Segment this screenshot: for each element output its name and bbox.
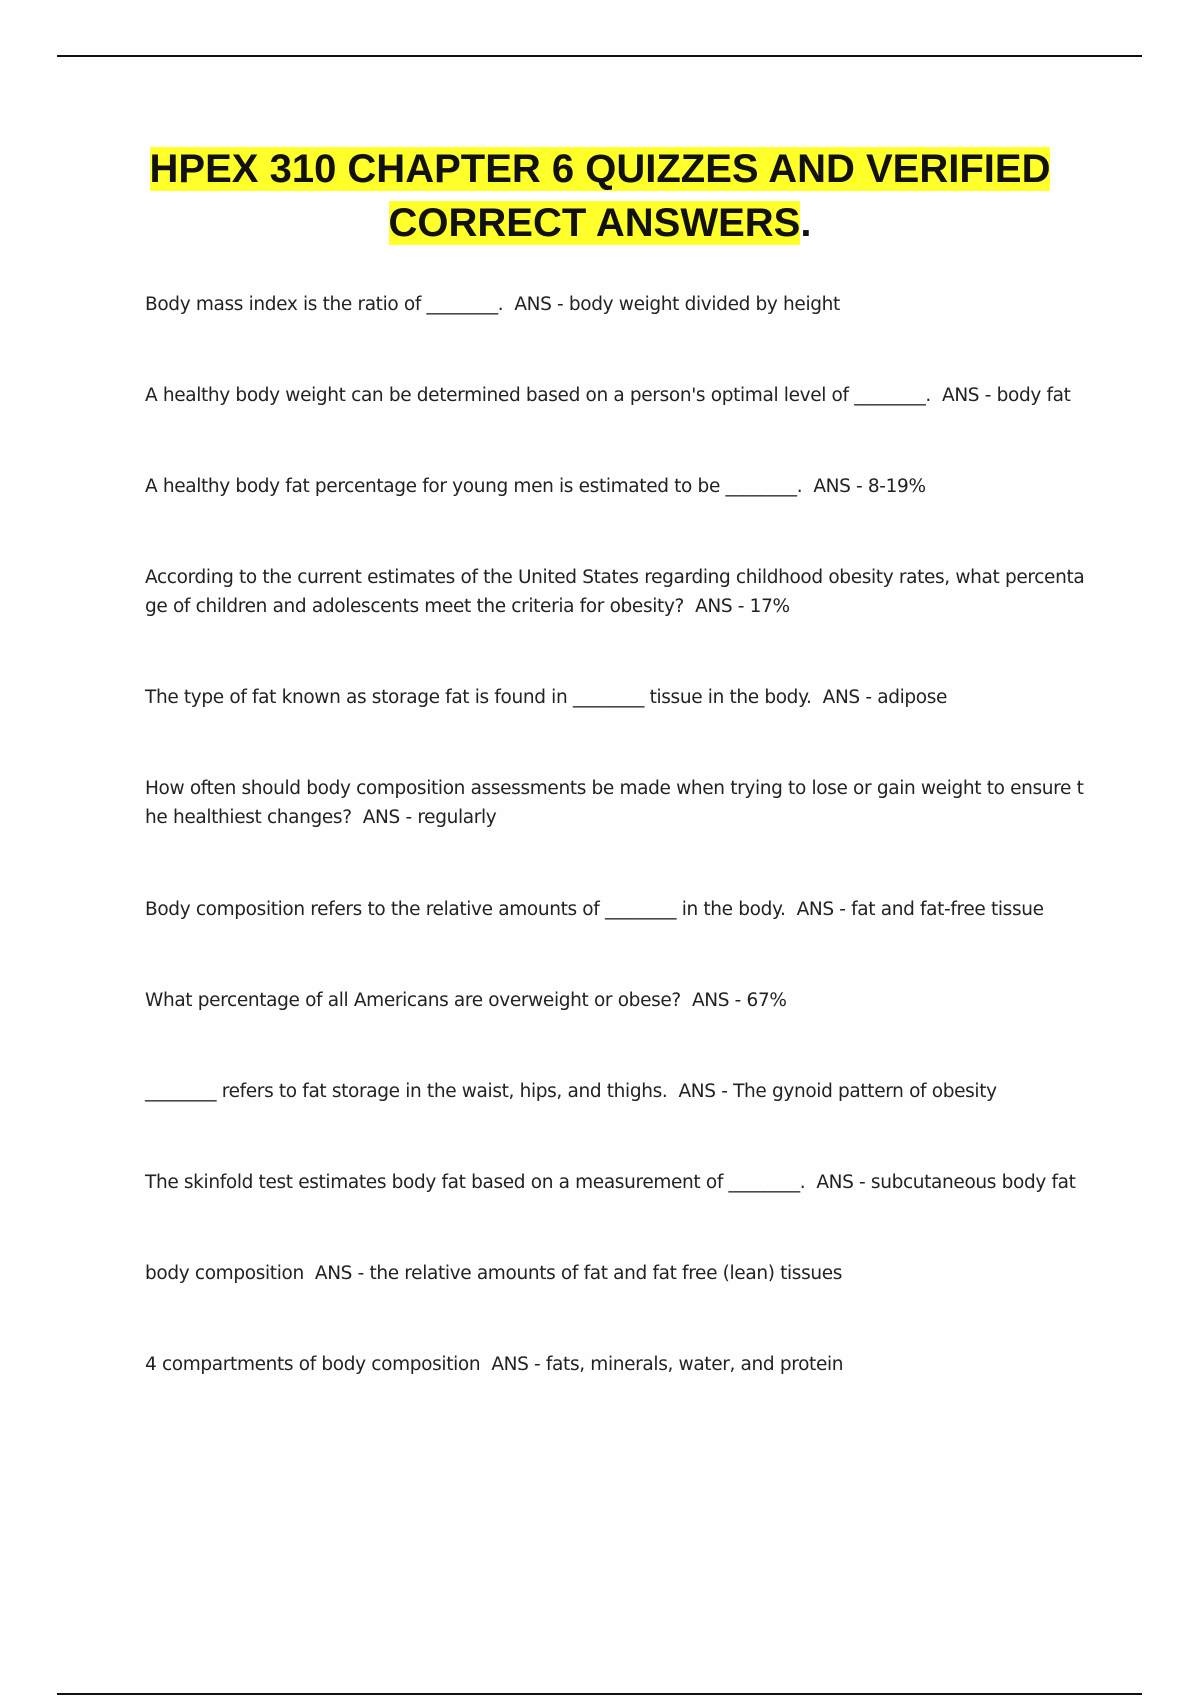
qa-item xyxy=(145,1077,1090,1106)
question-text: body composition xyxy=(145,1263,304,1284)
question-text: 4 compartments of body composition xyxy=(145,1354,481,1375)
qa-item xyxy=(145,1168,1090,1197)
qa-item xyxy=(145,563,1090,621)
question-text: A healthy body weight can be determined based on a person's optimal level of ________. xyxy=(145,385,931,406)
title-line-1: HPEX 310 CHAPTER 6 QUIZZES AND VERIFIED xyxy=(149,147,1051,191)
qa-item xyxy=(145,1350,1090,1379)
question-text: Body mass index is the ratio of ________. xyxy=(145,294,504,315)
answer-text: ANS - 17% xyxy=(695,596,790,617)
answer-text: ANS - body fat xyxy=(942,385,1071,406)
qa-item xyxy=(145,472,1090,501)
header-rule xyxy=(57,55,1142,57)
qa-item xyxy=(145,986,1090,1015)
qa-item xyxy=(145,381,1090,410)
question-text: The skinfold test estimates body fat based on a measurement of ________. xyxy=(145,1172,806,1193)
qa-item xyxy=(145,774,1090,832)
question-text: ________ refers to fat storage in the waist, hips, and thighs. xyxy=(145,1081,668,1102)
title-line-2: CORRECT ANSWERS xyxy=(388,201,801,245)
footer-rule xyxy=(57,1693,1142,1695)
qa-item xyxy=(145,683,1090,712)
qa-item xyxy=(145,1259,1090,1288)
answer-text: ANS - regularly xyxy=(362,807,497,828)
answer-text: ANS - 8-19% xyxy=(813,476,926,497)
question-text: According to the current estimates of the United States regarding childhood obesity rates, what percentage of children and adolescents meet the criteria for obesity? xyxy=(145,567,1085,617)
answer-text: ANS - The gynoid pattern of obesity xyxy=(678,1081,997,1102)
answer-text: ANS - adipose xyxy=(822,687,948,708)
question-text: Body composition refers to the relative amounts of ________ in the body. xyxy=(145,899,786,920)
qa-item xyxy=(145,895,1090,924)
answer-text: ANS - subcutaneous body fat xyxy=(816,1172,1076,1193)
answer-text: ANS - fats, minerals, water, and protein xyxy=(491,1354,844,1375)
question-text: How often should body composition assessments be made when trying to lose or gain weight to ensure the healthiest changes? xyxy=(145,778,1084,828)
answer-text: ANS - body weight divided by height xyxy=(514,294,840,315)
answer-text: ANS - the relative amounts of fat and fat free (lean) tissues xyxy=(314,1263,843,1284)
document-title xyxy=(80,142,1120,250)
title-period: . xyxy=(800,201,812,245)
answer-text: ANS - 67% xyxy=(691,990,787,1011)
question-text: The type of fat known as storage fat is found in ________ tissue in the body. xyxy=(145,687,812,708)
answer-text: ANS - fat and fat-free tissue xyxy=(796,899,1044,920)
question-text: A healthy body fat percentage for young men is estimated to be ________. xyxy=(145,476,803,497)
question-text: What percentage of all Americans are overweight or obese? xyxy=(145,990,681,1011)
qa-item xyxy=(145,290,1090,319)
